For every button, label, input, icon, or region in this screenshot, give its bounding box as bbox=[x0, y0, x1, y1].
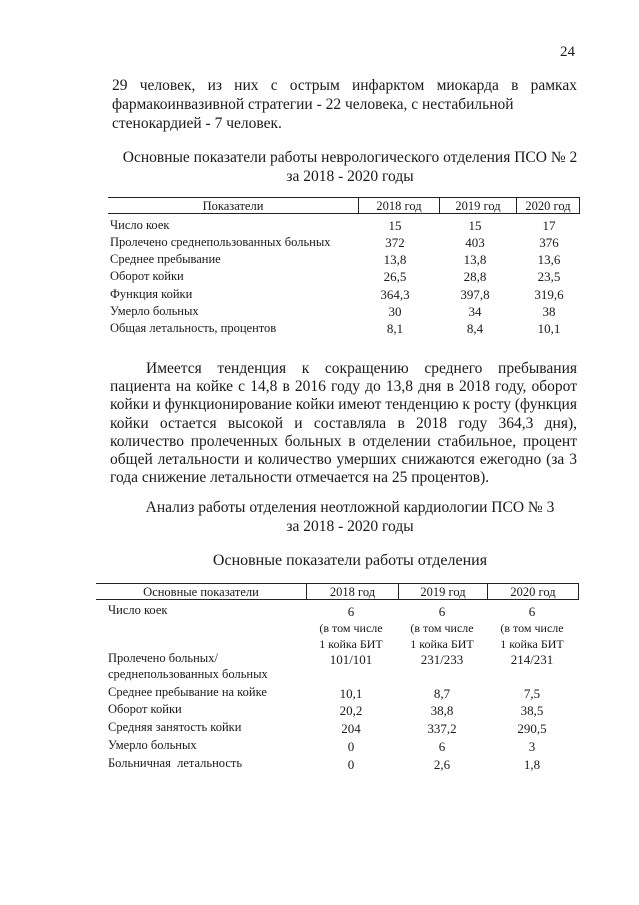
beds-note: 1 койка БИТ bbox=[410, 637, 474, 651]
value-2019: 6 bbox=[438, 739, 446, 754]
row-label: Число коек bbox=[108, 603, 168, 617]
value-2018: 8,1 bbox=[386, 321, 404, 336]
value-2019: 231/233 bbox=[420, 652, 464, 667]
value-2020: 376 bbox=[539, 235, 559, 250]
row-label: Функция койки bbox=[110, 287, 193, 301]
value-2020: 3 bbox=[528, 739, 536, 754]
value-2018: 10,1 bbox=[339, 686, 363, 701]
value-2018: 13,8 bbox=[383, 252, 407, 267]
value-2018: 364,3 bbox=[380, 287, 410, 302]
beds-note: 1 койка БИТ bbox=[319, 637, 383, 651]
value-2020: 1,8 bbox=[523, 757, 541, 772]
table2-header-indicator: Основные показатели bbox=[143, 585, 259, 599]
table1-header-rule bbox=[108, 213, 580, 214]
value-2019: 38,8 bbox=[430, 703, 454, 718]
value-2020: 214/231 bbox=[510, 652, 554, 667]
table1-divider bbox=[579, 197, 580, 213]
value-2019: 397,8 bbox=[460, 287, 490, 302]
value-2020: 38 bbox=[542, 304, 556, 319]
value-2020: 319,6 bbox=[534, 287, 564, 302]
value-2018: 101/101 bbox=[329, 652, 373, 667]
value-2020: 23,5 bbox=[537, 269, 561, 284]
row-label: Умерло больных bbox=[108, 738, 197, 752]
beds-count: 6 bbox=[528, 604, 536, 619]
row-label: Число коек bbox=[110, 218, 170, 232]
value-2020: 13,6 bbox=[537, 252, 561, 267]
value-2019: 8,4 bbox=[466, 321, 484, 336]
value-2019: 13,8 bbox=[463, 252, 487, 267]
value-2020: 290,5 bbox=[517, 721, 547, 736]
analysis-paragraph: Имеется тенденция к сокращению среднего пребывания пациента на койке с 14,8 в 2016 году до 13,8 дня в 2018 году, оборот койки и функционирование койки имеют тенденцию к росту (функция койки остается высокой и составляла в 2018 году 364,3 дня), количество пролеченных больных в отделении стабильное, процент общей летальности и количество умерших снижаются ежегодно (за 3 года снижение летальности отмечается на 25 процентов). bbox=[110, 360, 577, 487]
page-number: 24 bbox=[560, 44, 575, 60]
row-label: Оборот койки bbox=[108, 702, 182, 716]
beds-count: 6 bbox=[438, 604, 446, 619]
intro-line: 29 человек, из них с острым инфарктом миокарда в рамках bbox=[112, 77, 577, 94]
value-2018 bbox=[308, 604, 394, 652]
value-2019: 403 bbox=[465, 235, 485, 250]
row-label: Пролечено среднепользованных больных bbox=[110, 235, 331, 249]
value-2018: 204 bbox=[341, 721, 361, 736]
table1-header-2020: 2020 год bbox=[525, 199, 571, 213]
value-2018: 26,5 bbox=[383, 269, 407, 284]
intro-paragraph bbox=[112, 76, 577, 133]
value-2020: 10,1 bbox=[537, 321, 561, 336]
value-2019: 337,2 bbox=[427, 721, 457, 736]
table1-top-rule bbox=[108, 197, 580, 198]
table2-title-line1: Анализ работы отделения неотложной кардиологии ПСО № 3 bbox=[145, 499, 555, 516]
row-label: Среднее пребывание на койке bbox=[108, 685, 267, 699]
intro-line: фармакоинвазивной стратегии - 22 человека, с нестабильной bbox=[112, 96, 514, 113]
value-2020: 17 bbox=[542, 218, 556, 233]
value-2019: 2,6 bbox=[433, 757, 451, 772]
value-2019: 8,7 bbox=[433, 686, 451, 701]
table2-header-2019: 2019 год bbox=[420, 585, 466, 599]
row-label bbox=[108, 650, 268, 682]
row-label: Средняя занятость койки bbox=[108, 720, 242, 734]
table1-title-line1: Основные показатели работы неврологического отделения ПСО № 2 bbox=[122, 149, 578, 166]
value-2019: 15 bbox=[468, 218, 482, 233]
value-2018: 0 bbox=[347, 739, 355, 754]
table1-header-indicator: Показатели bbox=[202, 199, 264, 213]
table2-title bbox=[60, 498, 639, 536]
table2-header-2020: 2020 год bbox=[510, 585, 556, 599]
table2-header-2018: 2018 год bbox=[329, 585, 376, 599]
table1-title bbox=[60, 148, 639, 186]
row-label-line: Пролечено больных/ bbox=[108, 651, 218, 665]
row-label: Больничная летальность bbox=[108, 756, 243, 770]
value-2020: 7,5 bbox=[523, 686, 541, 701]
value-2020: 38,5 bbox=[520, 703, 544, 718]
row-label-line: среднепользованных больных bbox=[108, 667, 268, 681]
value-2019 bbox=[399, 604, 485, 652]
beds-note: (в том числе bbox=[319, 621, 383, 635]
value-2018: 30 bbox=[388, 304, 402, 319]
table2-subtitle: Основные показатели работы отделения bbox=[212, 552, 488, 569]
table2-title-line2: за 2018 - 2020 годы bbox=[286, 518, 414, 535]
value-2020 bbox=[489, 604, 575, 652]
table1-header-2018: 2018 год bbox=[376, 199, 422, 213]
table2-header-rule bbox=[96, 599, 579, 600]
beds-count: 6 bbox=[347, 604, 355, 619]
beds-note: (в том числе bbox=[500, 621, 564, 635]
row-label: Общая летальность, процентов bbox=[110, 321, 277, 335]
table1-header-2019: 2019 год bbox=[455, 199, 501, 213]
table2-top-rule bbox=[96, 583, 579, 584]
value-2019: 34 bbox=[468, 304, 482, 319]
table1-title-line2: за 2018 - 2020 годы bbox=[286, 168, 414, 185]
value-2018: 0 bbox=[347, 757, 355, 772]
row-label: Умерло больных bbox=[110, 304, 199, 318]
intro-line: стенокардией - 7 человек. bbox=[112, 115, 282, 132]
beds-note: (в том числе bbox=[410, 621, 474, 635]
table2-divider bbox=[578, 583, 579, 599]
value-2018: 15 bbox=[388, 218, 402, 233]
value-2018: 372 bbox=[385, 235, 405, 250]
row-label: Среднее пребывание bbox=[110, 252, 221, 266]
row-label: Оборот койки bbox=[110, 269, 184, 283]
value-2018: 20,2 bbox=[339, 703, 363, 718]
value-2019: 28,8 bbox=[463, 269, 487, 284]
beds-note: 1 койка БИТ bbox=[500, 637, 564, 651]
